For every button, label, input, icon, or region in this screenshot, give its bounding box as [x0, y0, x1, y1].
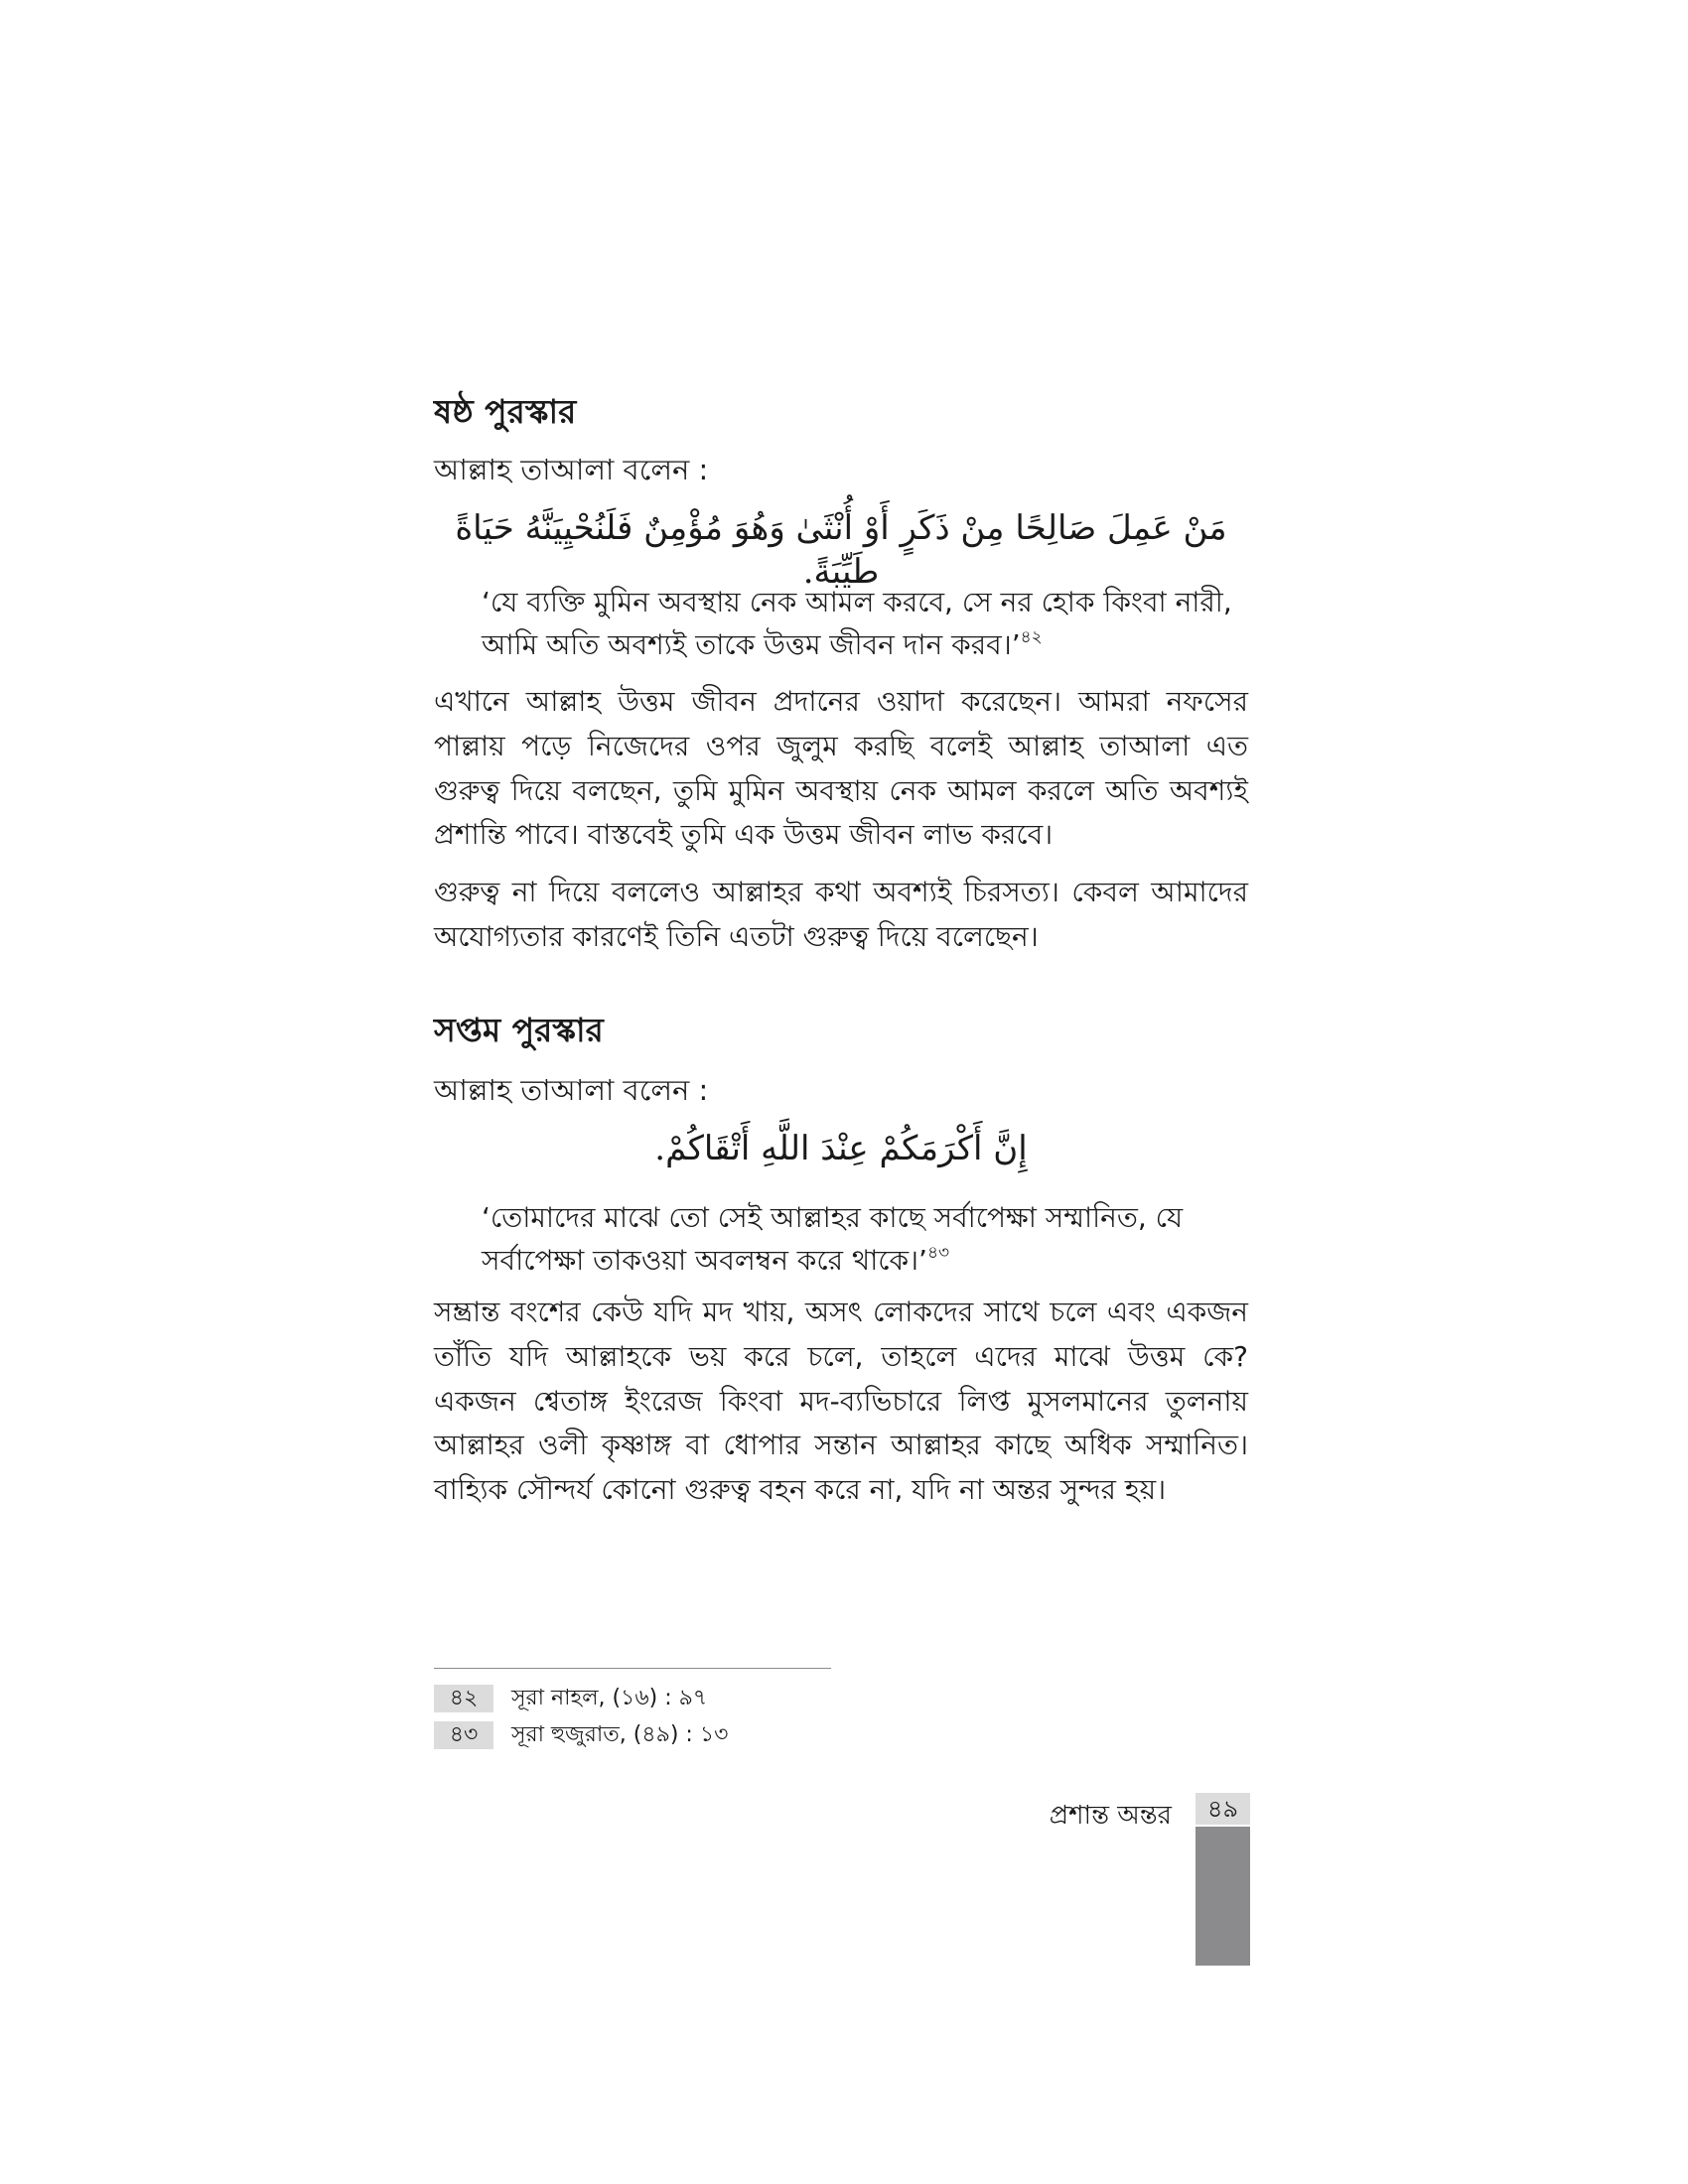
footnote-42	[434, 1684, 707, 1713]
arabic-verse-sixth: مَنْ عَمِلَ صَالِحًا مِنْ ذَكَرٍ أَوْ أُنْثَىٰ وَهُوَ مُؤْمِنٌ فَلَنُحْيِيَنَّهُ حَيَاةً طَيِّبَةً.	[455, 508, 1227, 593]
footnote-text: সূরা নাহল, (১৬) : ৯৭	[511, 1685, 708, 1710]
paragraph-seventh: সম্ভ্রান্ত বংশের কেউ যদি মদ খায়, অসৎ লোকদের সাথে চলে এবং একজন তাঁতি যদি আল্লাহকে ভয় করে চলে, তাহলে এদের মাঝে উত্তম কে? একজন শ্বেতাঙ্গ ইংরেজ কিংবা মদ-ব্যভিচারে লিপ্ত মুসলমানের তুলনায় আল্লাহর ওলী কৃষ্ণাঙ্গ বা ধোপার সন্তান আল্লাহর কাছে অধিক সম্মানিত। বাহ্যিক সৌন্দর্য কোনো গুরুত্ব বহন করে না, যদি না অন্তর সুন্দর হয়।	[434, 1296, 1248, 1507]
paragraph-sixth-1: এখানে আল্লাহ উত্তম জীবন প্রদানের ওয়াদা করেছেন। আমরা নফসের পাল্লায় পড়ে নিজেদের ওপর জুলুম করছি বলেই আল্লাহ তাআলা এত গুরুত্ব দিয়ে বলছেন, তুমি মুমিন অবস্থায় নেক আমল করলে অতি অবশ্যই প্রশান্তি পাবে। বাস্তবেই তুমি এক উত্তম জীবন লাভ করবে।	[434, 685, 1248, 852]
footnote-divider	[434, 1668, 831, 1669]
quote-translation-seventh	[482, 1196, 1248, 1283]
footnote-ref-43: ৪৩	[926, 1243, 950, 1264]
section-heading-sixth-reward: ষষ্ঠ পুরস্কার	[434, 392, 577, 431]
section-intro-sixth: আল্লাহ তাআলা বলেন :	[434, 453, 709, 486]
footnote-number: ৪২	[434, 1685, 493, 1712]
quote-translation-sixth	[482, 581, 1248, 667]
section-heading-seventh-reward: সপ্তম পুরস্কার	[434, 1011, 604, 1049]
quote-text-sixth: ‘যে ব্যক্তি মুমিন অবস্থায় নেক আমল করবে, সে নর হোক কিংবা নারী, আমি অতি অবশ্যই তাকে উত্তম জীবন দান করব।’	[482, 586, 1232, 662]
paragraph-sixth-2: গুরুত্ব না দিয়ে বললেও আল্লাহর কথা অবশ্যই চিরসত্য। কেবল আমাদের অযোগ্যতার কারণেই তিনি এতটা গুরুত্ব দিয়ে বলেছেন।	[434, 876, 1248, 953]
footnote-ref-42: ৪২	[1020, 627, 1043, 648]
footnote-number: ৪৩	[434, 1721, 493, 1749]
page-edge-bar	[1196, 1827, 1250, 1966]
footnote-text: সূরা হুজুরাত, (৪৯) : ১৩	[511, 1721, 729, 1747]
arabic-verse-seventh: إِنَّ أَكْرَمَكُمْ عِنْدَ اللَّهِ أَتْقَاكُمْ.	[654, 1129, 1028, 1168]
quote-text-seventh: ‘তোমাদের মাঝে তো সেই আল্লাহর কাছে সর্বাপেক্ষা সম্মানিত, যে সর্বাপেক্ষা তাকওয়া অবলম্বন করে থাকে।’	[482, 1201, 1184, 1278]
running-footer-book-title: প্রশান্ত অন্তর	[1049, 1801, 1172, 1831]
page-number: ৪৯	[1196, 1793, 1250, 1825]
footnote-43	[434, 1720, 728, 1750]
section-intro-seventh: আল্লাহ তাআলা বলেন :	[434, 1073, 709, 1107]
